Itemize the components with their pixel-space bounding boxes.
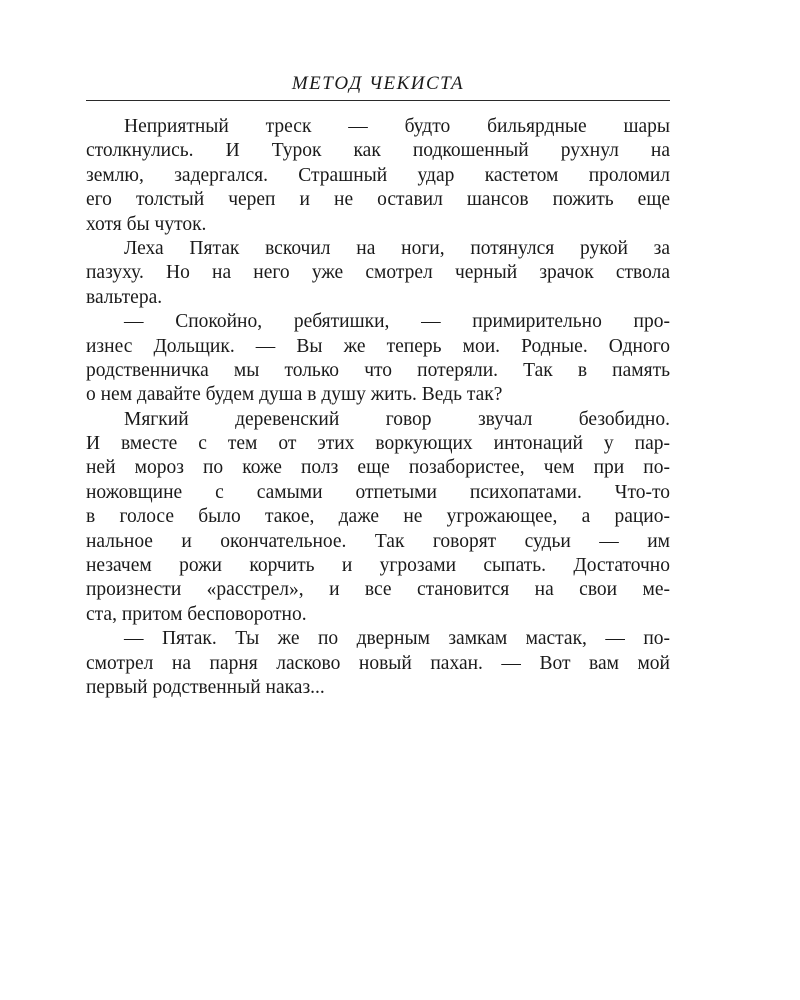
text-line: землю, задергался. Страшный удар кастетом проломил — [86, 164, 670, 186]
text-line: — Пятак. Ты же по дверным замкам мастак, — по- — [124, 628, 670, 650]
text-line: — Спокойно, ребятишки, — примирительно про- — [124, 311, 670, 333]
running-title: МЕТОД ЧЕКИСТА — [291, 73, 465, 94]
text-line: в голосе было такое, даже не угрожающее, а рацио- — [86, 506, 670, 528]
text-line: смотрел на парня ласково новый пахан. — Вот вам мой — [86, 652, 670, 674]
text-line: произнести «расстрел», и все становится на свои ме- — [86, 579, 670, 601]
paragraph — [86, 627, 670, 700]
page-header — [86, 70, 670, 101]
text-line: о нем давайте будем душа в душу жить. Ведь так? — [86, 384, 503, 406]
text-line: пазуху. Но на него уже смотрел черный зрачок ствола — [86, 262, 670, 284]
text-line: первый родственный наказ... — [86, 676, 325, 698]
text-line: хотя бы чуток. — [86, 213, 207, 235]
paragraph — [86, 310, 670, 408]
text-line: ножовщине с самыми отпетыми психопатами. Что-то — [86, 481, 670, 503]
paragraph — [86, 408, 670, 628]
text-line: Неприятный треск — будто бильярдные шары — [124, 116, 670, 137]
text-line: Мягкий деревенский говор звучал безобидно. — [124, 408, 670, 430]
text-line: родственничка мы только что потеряли. Так в память — [86, 359, 670, 381]
paragraph — [86, 115, 670, 237]
text-line: вальтера. — [86, 286, 163, 308]
text-line: его толстый череп и не оставил шансов пожить еще — [86, 189, 670, 211]
text-line: Леха Пятак вскочил на ноги, потянулся рукой за — [124, 237, 670, 259]
text-line: И вместе с тем от этих воркующих интонаций у пар- — [86, 433, 670, 455]
text-line: ста, притом бесповоротно. — [86, 603, 307, 625]
text-line: изнес Дольщик. — Вы же теперь мои. Родные. Одного — [86, 335, 670, 357]
paragraph — [86, 237, 670, 310]
text-line: столкнулись. И Турок как подкошенный рухнул на — [86, 140, 670, 162]
text-line: нальное и окончательное. Так говорят судьи — им — [86, 530, 670, 552]
text-line: ней мороз по коже полз еще позабористее, чем при по- — [86, 457, 670, 479]
page-body — [86, 115, 670, 700]
text-line: незачем рожи корчить и угрозами сыпать. Достаточно — [86, 555, 670, 577]
